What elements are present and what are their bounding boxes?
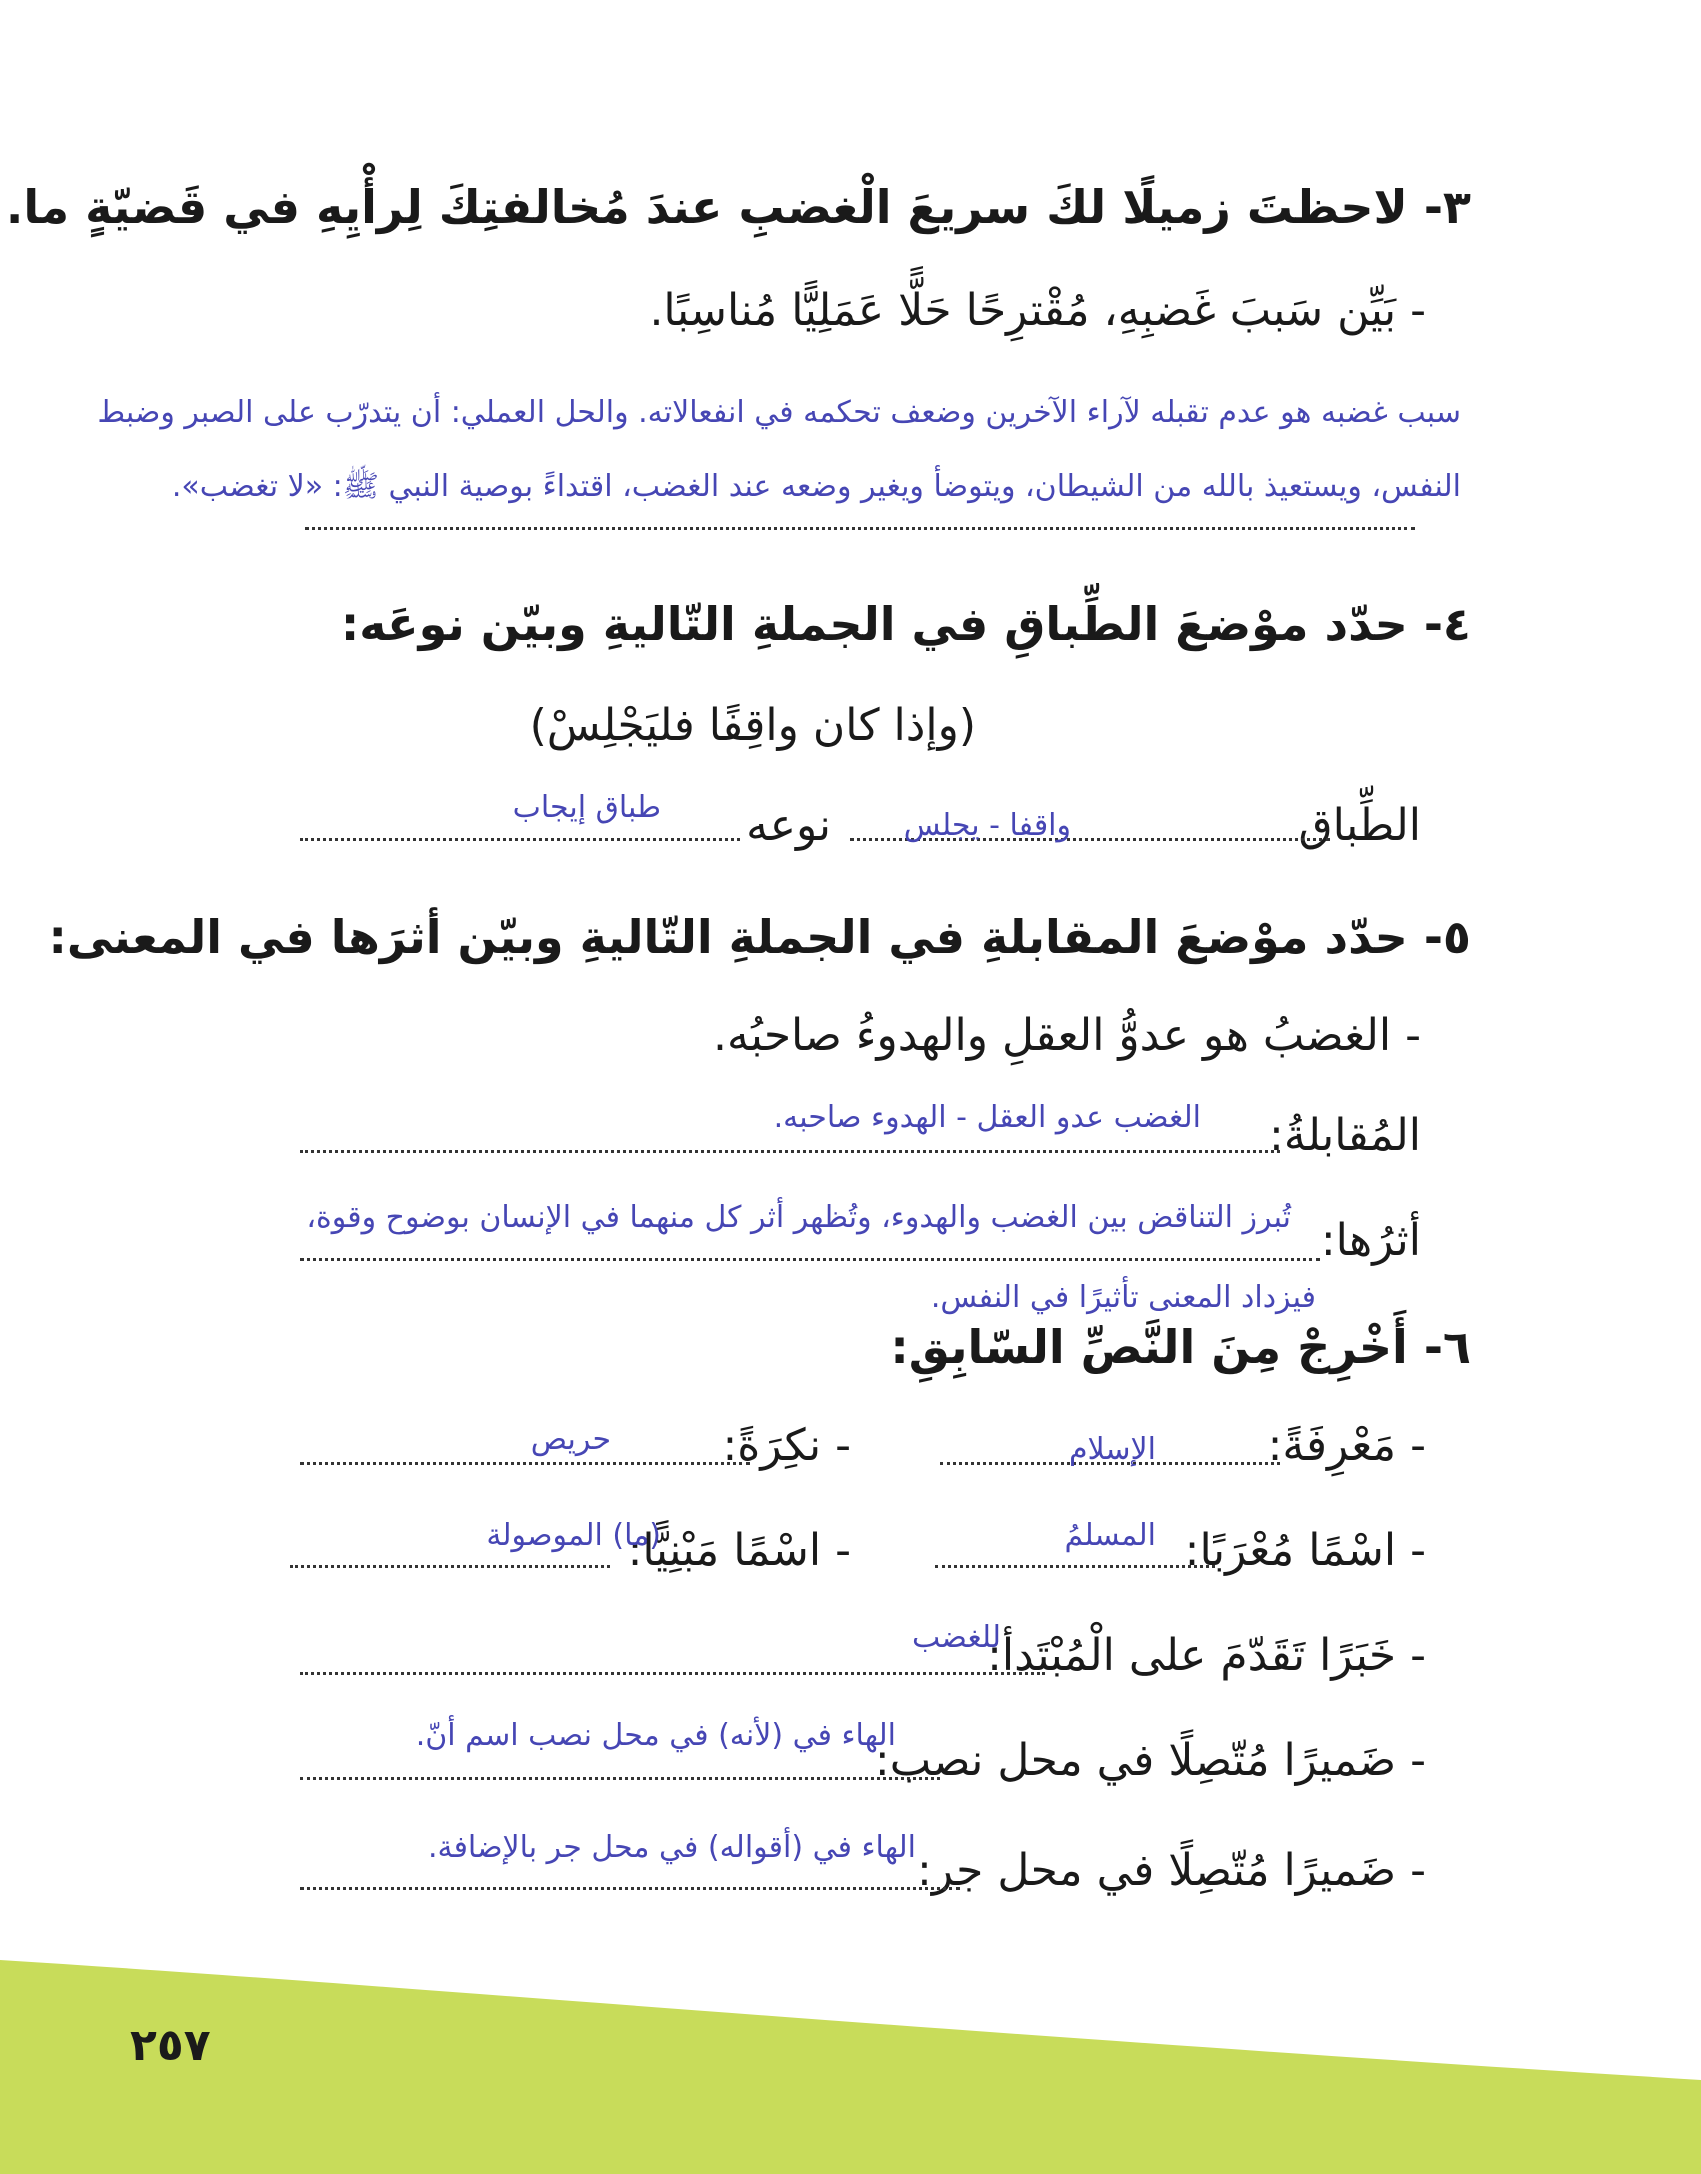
q6-title: ٦- أَخْرِجْ مِنَ النَّصِّ السّابِقِ: [890, 1320, 1471, 1374]
q4-answer-type: طباق إيجاب [512, 790, 661, 825]
q5-answer-athar1: تُبرز التناقض بين الغضب والهدوء، وتُظهر أثر كل منهما في الإنسان بوضوح وقوة، [306, 1200, 1291, 1235]
q3-title: ٣- لاحظتَ زميلًا لكَ سريعَ الْغضبِ عندَ مُخالفتِكَ لِرأْيِهِ في قَضيّةٍ ما. [5, 180, 1471, 234]
q4-tibaq-label: الطِّباق [1298, 800, 1421, 851]
q3-answer-line2: النفس، ويستعيذ بالله من الشيطان، ويتوضأ ويغير وضعه عند الغضب، اقتداءً بوصية النبي ﷺ: «لا تغضب». [171, 469, 1461, 504]
q5-answer-muqabala: الغضب عدو العقل - الهدوء صاحبه. [773, 1100, 1201, 1135]
q6-nakira-answer: حريص [530, 1422, 611, 1457]
footer-band-shape [0, 1960, 1701, 2174]
q6-khabar-label: - خَبَرًا تَقَدّمَ على الْمُبْتَدأ: [987, 1630, 1426, 1681]
q6-jar-answer: الهاء في (أقواله) في محل جر بالإضافة. [427, 1830, 916, 1865]
q6-marifa-answer: الإسلام [1068, 1432, 1156, 1467]
q6-nasb-answer: الهاء في (لأنه) في محل نصب اسم أنّ. [415, 1718, 896, 1753]
q6-nasb-label: - ضَميرًا مُتّصِلًا في محل نصب: [874, 1735, 1426, 1786]
q4-title: ٤- حدّد موْضعَ الطِّباقِ في الجملةِ التّاليةِ وبيّن نوعَه: [340, 597, 1471, 651]
q5-sentence: - الغضبُ هو عدوُّ العقلِ والهدوءُ صاحبُه. [713, 1010, 1421, 1061]
q5-answer-athar2: فيزداد المعنى تأثيرًا في النفس. [930, 1280, 1316, 1315]
q3-task: - بَيِّن سَببَ غَضبِهِ، مُقْترِحًا حَلًّا عَمَلِيًّا مُناسِبًا. [649, 285, 1426, 336]
q5-athar-label: أثرُها: [1320, 1215, 1421, 1266]
q4-answer-tibaq: واقفا - يجلس [903, 808, 1071, 843]
q6-mabni-answer: (ما) الموصولة [486, 1518, 661, 1553]
q6-jar-label: - ضَميرًا مُتّصِلًا في محل جر: [917, 1845, 1426, 1896]
q6-khabar-answer: للغضب [911, 1620, 1001, 1655]
q6-murab-answer: المسلمُ [1064, 1518, 1156, 1553]
q6-mabni-label: - اسْمًا مَبْنِيًّا: [627, 1525, 851, 1576]
page-number: ٢٥٧ [130, 2020, 211, 2071]
q4-type-label: نوعه [746, 800, 831, 851]
q5-title: ٥- حدّد موْضعَ المقابلةِ في الجملةِ التّاليةِ وبيّن أثرَها في المعنى: [48, 910, 1471, 964]
q4-sentence: (وإذا كان واقِفًا فليَجْلِسْ) [529, 700, 976, 751]
q5-muqabala-label: المُقابلةُ: [1269, 1110, 1421, 1161]
q6-nakira-label: - نكِرَةً: [722, 1420, 851, 1471]
q6-marifa-label: - مَعْرِفَةً: [1267, 1420, 1426, 1471]
q6-murab-label: - اسْمًا مُعْرَبًا: [1184, 1525, 1426, 1576]
q3-answer-line1: سبب غضبه هو عدم تقبله لآراء الآخرين وضعف تحكمه في انفعالاته. والحل العملي: أن يتدرّب على الصبر وضبط [97, 395, 1461, 430]
